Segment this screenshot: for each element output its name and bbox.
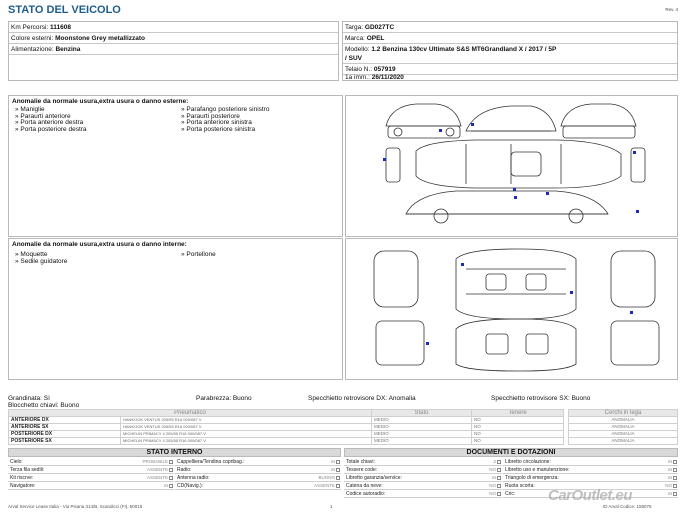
footer-code: ID Arval Codice: 158076	[603, 504, 652, 509]
tyres-table	[8, 409, 564, 445]
km-row: Km Percorsi: 111608	[9, 22, 338, 33]
documents-title: DOCUMENTI E DOTAZIONI	[344, 448, 678, 457]
tyres-header-row	[9, 410, 564, 417]
interior-item: Navigatore: SI	[8, 482, 174, 490]
damage-marker	[633, 151, 636, 154]
table-row: POSTERIORE SX MICHELIN PRIMACY 4 205/55 R16 000/087 V MEDIO NO	[9, 438, 564, 445]
damage-marker	[514, 196, 517, 199]
damage-marker	[426, 342, 429, 345]
damage-item: » Moquette	[15, 251, 48, 258]
table-row: ANTERIORE DX HANKOOK VENTUS 205/55 R16 000/087 V MEDIO NO	[9, 417, 564, 424]
damage-marker	[461, 263, 464, 266]
internal-damage-title: Anomalie da normale usura,extra usura o danno interne:	[12, 241, 187, 248]
internal-damage-panel	[8, 238, 343, 380]
mirror-sx-status: Specchietto retrovisore SX: Buono	[491, 395, 591, 402]
table-row: ANOMALIA	[569, 438, 678, 445]
fuel-row: Alimentazione: Benzina	[9, 44, 338, 55]
external-damage-col2	[181, 107, 270, 133]
table-row: ANOMALIA	[569, 431, 678, 438]
hail-status: Grandinata: Sì	[8, 395, 50, 402]
windshield-status: Parabrezza: Buono	[196, 395, 252, 402]
damage-item: » Maniglie	[15, 106, 45, 113]
damage-marker	[630, 311, 633, 314]
damage-item: » Sedile guidatore	[15, 257, 68, 265]
damage-item: » Portellone	[181, 251, 216, 258]
table-row: ANOMALIA	[569, 424, 678, 431]
color-row: Colore esterni: Moonstone Grey metallizzato	[9, 33, 338, 44]
col-cerchi: Cerchi in lega	[569, 410, 678, 417]
damage-marker	[546, 192, 549, 195]
damage-item: » Paraurti anteriore	[15, 112, 71, 120]
damage-marker	[383, 158, 386, 161]
model-row-cont: / SUV	[343, 53, 677, 64]
table-row: POSTERIORE DX MICHELIN PRIMACY 4 205/55 R16 000/087 V MEDIO NO	[9, 431, 564, 438]
watermark-logo: CarOutlet.eu	[548, 487, 633, 504]
damage-marker	[570, 291, 573, 294]
interior-status-title: STATO INTERNO	[8, 448, 341, 457]
footer-page-number: 1	[330, 504, 333, 509]
document-item: Catena da neve: NO	[344, 482, 502, 490]
internal-diagram-panel	[345, 238, 678, 380]
damage-item: » Paraurti posteriore	[181, 112, 240, 120]
interior-item: Terza fila sedili: ASSENTE	[8, 466, 174, 474]
interior-item: Kit riscrve: ASSENTE	[8, 474, 174, 482]
model-row: Modello: 1.2 Benzina 130cv Ultimate S&S MT6Grandland X / 2017 / 5P	[345, 46, 557, 53]
page-header	[8, 4, 678, 18]
damage-item: » Parafango posteriore sinistro	[181, 106, 270, 113]
interior-item: Radio: SI	[175, 466, 341, 474]
document-item: Libretto circolazione: SI	[503, 458, 678, 466]
external-damage-title: Anomalie da normale usura,extra usura o danno esterne:	[12, 98, 189, 105]
vehicle-info-left	[8, 21, 339, 81]
interior-item: Antenna radio: BUONO	[175, 474, 341, 482]
damage-marker	[471, 123, 474, 126]
car-interior-diagram	[346, 239, 677, 379]
table-row: ANTERIORE SX HANKOOK VENTUS 205/55 R16 000/087 V MEDIO NO	[9, 424, 564, 431]
col-pneumatico: Pneumatico	[9, 410, 372, 417]
document-item: Codice autoradio: NO	[344, 490, 502, 498]
damage-item: » Porta posteriore destra	[15, 125, 87, 133]
external-damage-col1	[15, 107, 87, 133]
interior-item: CD(Navig.): ASSENTE	[175, 482, 341, 490]
document-item: Totale chiavi: 2	[344, 458, 502, 466]
rims-table	[568, 409, 678, 445]
key-status: Blocchetto chiavi: Buono	[8, 402, 80, 409]
damage-item: » Porta anteriore sinistra	[181, 119, 252, 126]
interior-item: Cielo: PROBABILE	[8, 458, 174, 466]
external-damage-panel	[8, 95, 343, 237]
damage-item: » Porta posteriore sinistra	[181, 125, 256, 133]
document-item: Libretto garanzia/service: SI	[344, 474, 502, 482]
page-title: STATO DEL VEICOLO	[8, 4, 121, 16]
plate-row: Targa: GD027TC	[343, 22, 677, 33]
internal-damage-col1	[15, 252, 67, 265]
damage-item: » Porta anteriore destra	[15, 119, 84, 126]
vehicle-info-right	[342, 21, 678, 81]
col-stato: Stato	[372, 410, 472, 417]
damage-marker	[439, 129, 442, 132]
document-item: Ruota scorta: NO	[503, 482, 678, 490]
table-row: ANOMALIA	[569, 417, 678, 424]
document-item: Libretto uso e manutenzione: SI	[503, 466, 678, 474]
document-item: Tessere code: NO	[344, 466, 502, 474]
interior-item: Cappelliera/Tendina copribag.: SI	[175, 458, 341, 466]
damage-marker	[513, 188, 516, 191]
document-item: Cric: SI	[503, 490, 678, 498]
col-tenere: Tenere	[472, 410, 564, 417]
damage-marker	[636, 210, 639, 213]
external-diagram-panel	[345, 95, 678, 237]
car-exterior-diagram	[346, 96, 677, 236]
mirror-dx-status: Specchietto retrovisore DX: Anomalia	[308, 395, 416, 402]
brand-row: Marca: OPEL	[343, 33, 677, 44]
registration-row: 1a imm.: 26/11/2020	[345, 74, 404, 81]
revision-label: Rev. 4	[665, 7, 678, 12]
chassis-row: Telaio N.: 057919	[343, 64, 677, 75]
footer-company: Arval Service Lease Italia - Via Pisana 314/B, Scandicci (FI), 50018	[8, 504, 143, 509]
document-item: Triangolo di emergenza: SI	[503, 474, 678, 482]
internal-damage-col2	[181, 252, 216, 259]
